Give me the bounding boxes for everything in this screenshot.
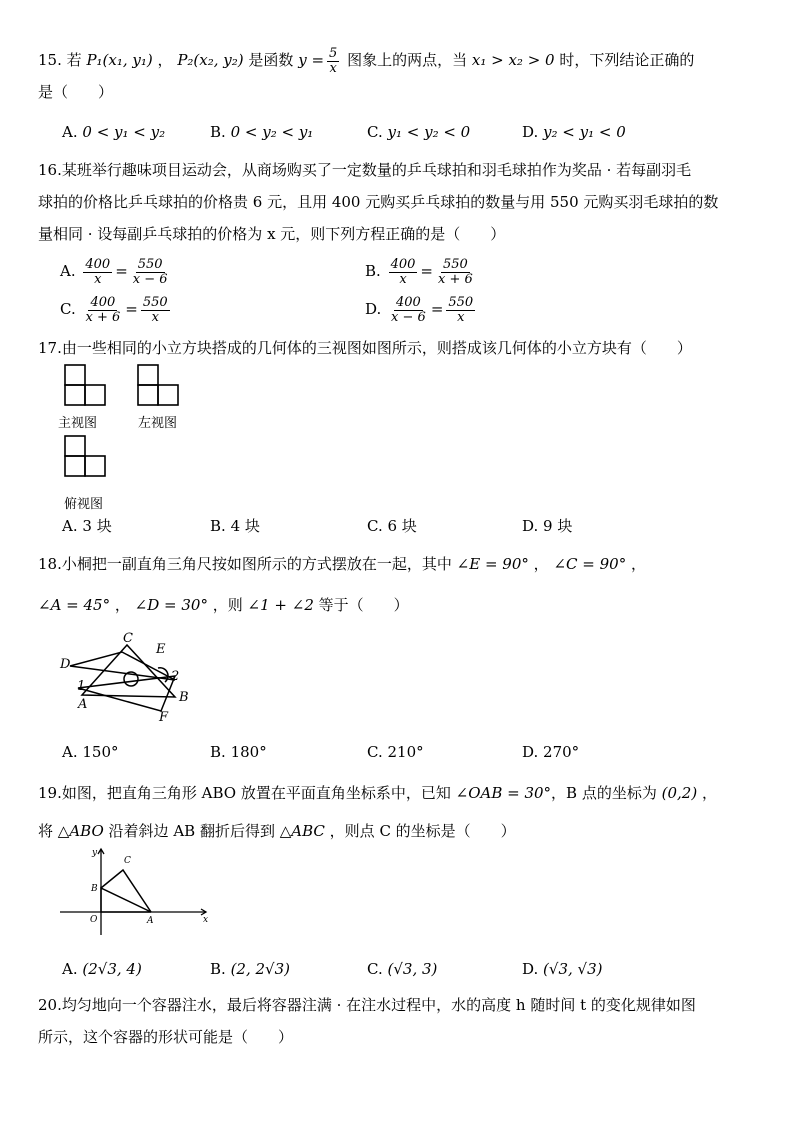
option-label: A. <box>62 743 78 761</box>
q15-line1 <box>38 44 764 76</box>
option-b[interactable] <box>210 957 290 981</box>
option-label: C. <box>367 123 383 141</box>
front-view-cell <box>65 365 85 385</box>
q17-line1 <box>38 332 764 364</box>
option-a[interactable]: A. $\frac{400}{x}$ = $\frac{550}{x - 6}$ <box>60 256 168 287</box>
denominator: x <box>94 271 102 287</box>
option-value: y₂ < y₁ < 0 <box>543 123 626 141</box>
angle-a: ∠A = 45° <box>38 596 111 614</box>
option-b[interactable] <box>210 514 260 538</box>
left-view-caption: 左视图 <box>138 416 178 431</box>
denominator: x <box>329 60 337 76</box>
option-value: 0 < y₂ < y₁ <box>230 123 314 141</box>
option-c[interactable] <box>367 120 470 144</box>
q16-options-row1 <box>62 254 762 288</box>
q15-line2: 是（ ） <box>38 83 114 101</box>
option-label: A. <box>62 960 78 978</box>
q18-line1 <box>38 548 764 580</box>
q19-options <box>62 957 762 981</box>
option-value: (2√3, 4) <box>82 960 142 978</box>
denominator: x − 6 <box>391 309 426 325</box>
numerator: 400 <box>90 294 116 310</box>
q16-line3: 量相同 · 设每副乒乓球拍的价格为 x 元，则下列方程正确的是（ ） <box>38 225 506 243</box>
option-d[interactable] <box>522 740 579 764</box>
lhs-fraction <box>84 296 123 325</box>
q15-text: 是函数 <box>248 51 294 69</box>
denominator: x <box>151 309 159 325</box>
lhs-fraction <box>389 258 418 287</box>
front-view-cell <box>85 385 105 405</box>
q15-text: 若 <box>66 51 82 69</box>
rhs-fraction <box>131 258 170 287</box>
three-view-figure <box>60 362 190 502</box>
option-value: (√3, √3) <box>543 960 603 978</box>
q20-line2: 所示，这个容器的形状可能是（ ） <box>38 1028 294 1046</box>
q19-text: 将 <box>38 822 54 840</box>
angle-c: ∠C = 90° <box>553 555 627 573</box>
triangle-abo: △ABO <box>57 822 104 840</box>
option-b[interactable] <box>210 120 313 144</box>
label-c: C <box>124 856 131 866</box>
label-1: 1 <box>77 679 86 694</box>
denominator: x − 6 <box>132 271 168 287</box>
q18-text: 等于（ ） <box>318 596 409 614</box>
q20-text: 均匀地向一个容器注水，最后将容器注满 · 在注水过程中，水的高度 h 随时间 t 的变化规律如图 <box>61 996 696 1014</box>
q16-line2: 球拍的价格比乒乓球拍的价格贵 6 元，且用 400 元购买乒乓球拍的数量与用 550 元购买羽毛球拍的数 <box>38 193 719 211</box>
option-c[interactable]: C. $\frac{400}{x + 6}$ = $\frac{550}{x}$ <box>60 294 168 325</box>
left-view-cell <box>158 385 178 405</box>
q18-line2 <box>38 589 764 621</box>
q15-text: 时，下列结论正确的 <box>559 51 695 69</box>
numerator: 400 <box>390 256 416 272</box>
option-value: (√3, 3) <box>387 960 438 978</box>
question-20 <box>38 989 764 1053</box>
q19-line1 <box>38 777 764 809</box>
option-d[interactable] <box>522 120 626 144</box>
coord-b: (0,2) <box>661 784 698 802</box>
coordinate-figure <box>56 843 216 938</box>
denominator: x <box>457 309 465 325</box>
option-label: A. <box>62 517 78 535</box>
label-o: O <box>90 915 98 925</box>
lhs-fraction <box>83 258 112 287</box>
denominator: x <box>399 271 407 287</box>
option-label: D. <box>522 517 539 535</box>
q19-text: ，B 点的坐标为 <box>551 784 657 802</box>
numerator: 550 <box>137 256 163 272</box>
q16-line1 <box>38 154 764 186</box>
function-lhs: y = <box>298 51 325 69</box>
denominator: x + 6 <box>85 309 121 325</box>
label-y: y <box>92 848 98 858</box>
option-b[interactable]: B. $\frac{400}{x}$ = $\frac{550}{x + 6}$ <box>365 256 473 287</box>
numerator: 5 <box>329 45 338 61</box>
option-value: 210° <box>387 743 424 761</box>
function-fraction <box>327 47 339 76</box>
option-a[interactable] <box>62 957 142 981</box>
top-view-cell <box>85 456 105 476</box>
label-e: E <box>156 642 166 657</box>
option-d[interactable]: D. $\frac{400}{x - 6}$ = $\frac{550}{x}$ <box>365 294 474 325</box>
option-value: 150° <box>82 743 119 761</box>
option-d[interactable] <box>522 514 572 538</box>
option-label: B. <box>210 123 226 141</box>
option-label: D. <box>522 960 539 978</box>
option-label: C. <box>60 300 76 318</box>
separator: ， <box>157 51 173 69</box>
q16-text: 某班举行趣味项目运动会，从商场购买了一定数量的乒乓球拍和羽毛球拍作为奖品 · 若每副羽毛 <box>61 161 692 179</box>
option-value: 0 < y₁ < y₂ <box>82 123 166 141</box>
option-label: B. <box>210 517 226 535</box>
numerator: 550 <box>442 256 468 272</box>
option-a[interactable] <box>62 740 119 764</box>
angle-d: ∠D = 30° <box>134 596 208 614</box>
q20-line1 <box>38 989 764 1021</box>
question-number: 16. <box>38 161 62 179</box>
option-label: B. <box>210 743 226 761</box>
option-label: D. <box>522 123 539 141</box>
top-view-cell <box>65 456 85 476</box>
label-a: A <box>78 697 88 712</box>
q19-text: ， <box>701 784 717 802</box>
option-label: B. <box>210 960 226 978</box>
rhs-fraction <box>436 258 475 287</box>
numerator: 400 <box>396 294 421 310</box>
q15-text: 图象上的两点，当 <box>347 51 468 69</box>
q17-text: 由一些相同的小立方块搭成的几何体的三视图如图所示，则搭成该几何体的小立方块有（ ） <box>61 339 692 357</box>
set-squares-figure <box>58 630 208 725</box>
option-value: 6 块 <box>387 517 417 535</box>
option-value: (2, 2√3) <box>230 960 291 978</box>
numerator: 550 <box>448 294 474 310</box>
q18-text: 小桐把一副直角三角尺按如图所示的方式摆放在一起，其中 <box>61 555 452 573</box>
numerator: 400 <box>85 256 111 272</box>
label-a: A <box>147 916 154 926</box>
separator: ， <box>630 555 646 573</box>
rhs-fraction <box>446 296 475 325</box>
label-f: F <box>159 710 169 725</box>
angle-sum: ∠1 + ∠2 <box>247 596 314 614</box>
q15-options <box>62 120 762 144</box>
question-17 <box>38 332 764 364</box>
question-15 <box>38 44 764 108</box>
front-view-cell <box>65 385 85 405</box>
question-number: 20. <box>38 996 62 1014</box>
option-label: C. <box>367 960 383 978</box>
option-value: 4 块 <box>230 517 260 535</box>
point-p2: P₂(x₂, y₂) <box>177 51 244 69</box>
option-a[interactable] <box>62 514 112 538</box>
option-value: 180° <box>230 743 267 761</box>
q19-text: 如图，把直角三角形 ABO 放置在平面直角坐标系中，已知 <box>61 784 451 802</box>
question-number: 15. <box>38 51 62 69</box>
front-view-caption: 主视图 <box>58 416 98 431</box>
option-label: A. <box>60 262 76 280</box>
separator: ， <box>114 596 130 614</box>
option-value: 3 块 <box>82 517 112 535</box>
label-x: x <box>203 915 209 925</box>
label-c: C <box>123 631 133 646</box>
condition: x₁ > x₂ > 0 <box>471 51 555 69</box>
q17-options <box>62 514 762 538</box>
option-label: C. <box>367 743 383 761</box>
triangle-abc: △ABC <box>279 822 325 840</box>
lhs-fraction <box>389 296 428 325</box>
option-value: 9 块 <box>543 517 573 535</box>
option-c[interactable] <box>367 514 417 538</box>
option-label: D. <box>522 743 539 761</box>
question-16 <box>38 154 764 250</box>
q19-text: 沿着斜边 AB 翻折后得到 <box>108 822 275 840</box>
question-number: 17. <box>38 339 62 357</box>
q18-options <box>62 740 762 764</box>
q19-text: ，则点 C 的坐标是（ ） <box>329 822 516 840</box>
denominator: x + 6 <box>437 271 473 287</box>
option-a[interactable] <box>62 120 165 144</box>
label-d: D <box>60 657 71 672</box>
numerator: 550 <box>142 294 168 310</box>
option-label: C. <box>367 517 383 535</box>
q18-text: ，则 <box>212 596 243 614</box>
left-view-cell <box>138 385 158 405</box>
question-number: 19. <box>38 784 62 802</box>
option-label: D. <box>365 300 382 318</box>
rhs-fraction <box>141 296 170 325</box>
option-b[interactable] <box>210 740 267 764</box>
option-label: B. <box>365 262 381 280</box>
question-number: 18. <box>38 555 62 573</box>
top-view-caption: 俯视图 <box>64 497 104 512</box>
option-c[interactable] <box>367 740 424 764</box>
top-view-cell <box>65 436 85 456</box>
option-c[interactable] <box>367 957 437 981</box>
left-view-cell <box>138 365 158 385</box>
label-2: 2 <box>171 669 180 684</box>
question-19 <box>38 777 764 847</box>
question-18 <box>38 548 764 621</box>
separator: ， <box>533 555 549 573</box>
option-value: y₁ < y₂ < 0 <box>387 123 471 141</box>
q16-options-row2 <box>62 292 762 326</box>
label-b: B <box>179 690 189 705</box>
label-b: B <box>91 884 98 894</box>
point-p1: P₁(x₁, y₁) <box>86 51 153 69</box>
angle-oab: ∠OAB = 30° <box>455 784 552 802</box>
option-d[interactable] <box>522 957 603 981</box>
angle-e: ∠E = 90° <box>456 555 529 573</box>
option-value: 270° <box>543 743 580 761</box>
option-label: A. <box>62 123 78 141</box>
